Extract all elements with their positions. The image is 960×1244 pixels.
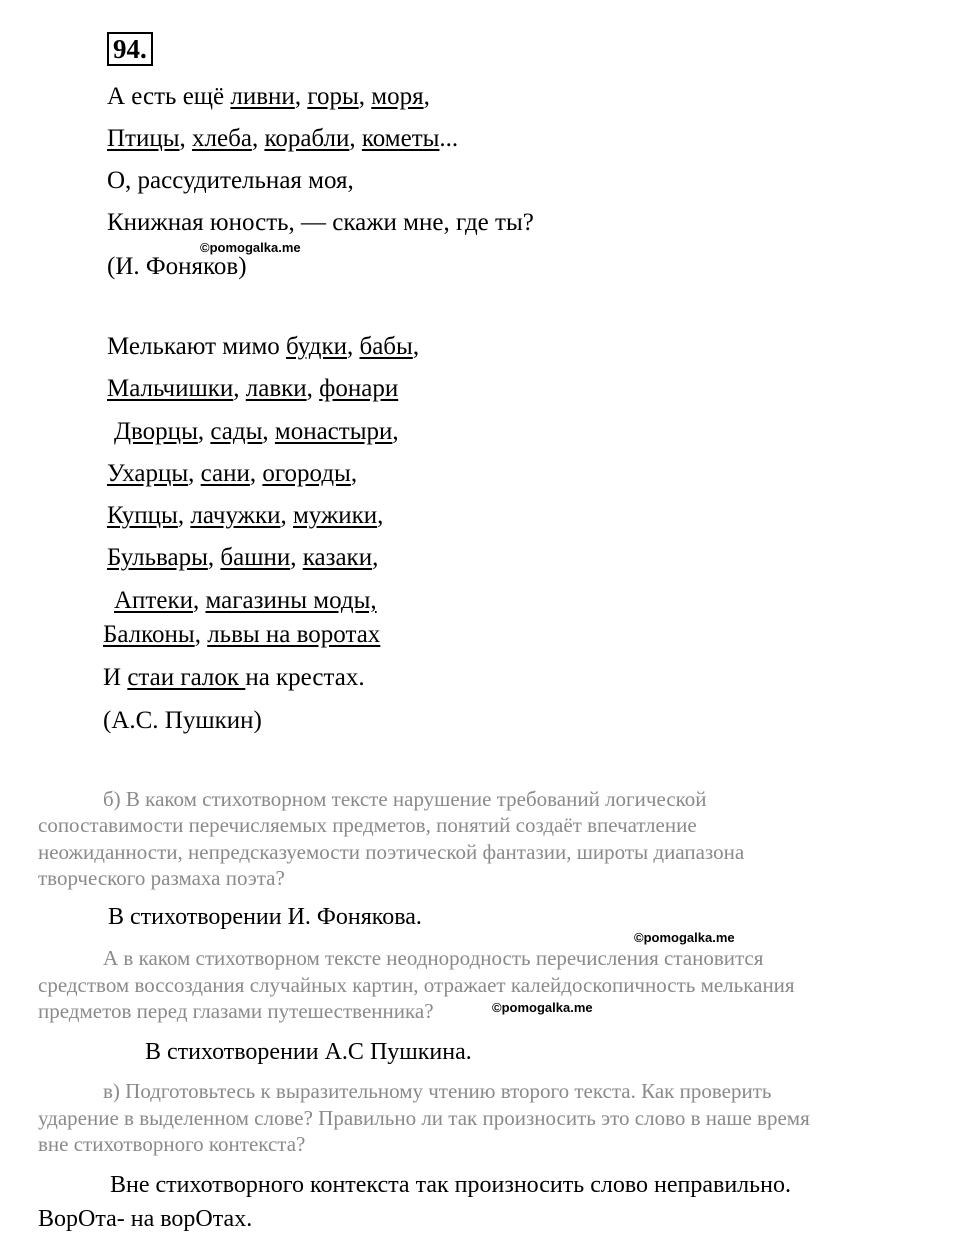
poem2-line-3: Дворцы, сады, монастыри, bbox=[114, 418, 399, 445]
poem2-line-1: Мелькают мимо будки, бабы, bbox=[107, 333, 420, 360]
poem2-line-9: И стаи галок на крестах. bbox=[103, 664, 365, 691]
question-b2-line-3: предметов перед глазами путешественника? bbox=[38, 999, 434, 1023]
poem2-author: (А.С. Пушкин) bbox=[103, 707, 262, 734]
poem2-line-5: Купцы, лачужки, мужики, bbox=[107, 502, 384, 529]
question-c-line-1: в) Подготовьтесь к выразительному чтению второго текста. Как проверить bbox=[103, 1079, 772, 1103]
poem1-line-4: Книжная юность, — скажи мне, где ты? bbox=[107, 209, 534, 236]
question-b-line-1: б) В каком стихотворном тексте нарушение требований логической bbox=[103, 787, 707, 811]
question-b2-line-2: средством воссоздания случайных картин, отражает калейдоскопичность мелькания bbox=[38, 973, 795, 997]
watermark: ©pomogalka.me bbox=[492, 1000, 593, 1015]
poem2-line-8: Балконы, львы на воротах bbox=[103, 621, 381, 648]
poem1-author: (И. Фоняков) bbox=[107, 253, 247, 280]
answer-b1: В стихотворении И. Фонякова. bbox=[108, 904, 422, 930]
poem1-line-1: А есть ещё ливни, горы, моря, bbox=[107, 83, 430, 110]
answer-c-line-1: Вне стихотворного контекста так произносить слово неправильно. bbox=[110, 1172, 791, 1198]
question-b2-line-1: А в каком стихотворном тексте неоднородность перечисления становится bbox=[103, 946, 764, 970]
exercise-number: 94. bbox=[107, 32, 153, 66]
question-b-line-4: творческого размаха поэта? bbox=[38, 866, 285, 890]
watermark: ©pomogalka.me bbox=[634, 930, 735, 945]
answer-b2: В стихотворении А.С Пушкина. bbox=[145, 1039, 472, 1065]
poem2-line-7: Аптеки, магазины моды, bbox=[114, 587, 377, 614]
poem2-line-6: Бульвары, башни, казаки, bbox=[107, 544, 379, 571]
poem2-line-4: Ухарцы, сани, огороды, bbox=[107, 460, 358, 487]
question-b-line-2: сопоставимости перечисляемых предметов, понятий создаёт впечатление bbox=[38, 813, 697, 837]
question-c-line-2: ударение в выделенном слове? Правильно ли так произносить это слово в наше время bbox=[38, 1106, 810, 1130]
poem1-line-3: О, рассудительная моя, bbox=[107, 167, 354, 194]
watermark: ©pomogalka.me bbox=[200, 240, 301, 255]
question-c-line-3: вне стихотворного контекста? bbox=[38, 1132, 306, 1156]
poem2-line-2: Мальчишки, лавки, фонари bbox=[107, 375, 399, 402]
question-b-line-3: неожиданности, непредсказуемости поэтической фантазии, широты диапазона bbox=[38, 840, 745, 864]
answer-c-line-2: ВорОта- на ворОтах. bbox=[38, 1206, 253, 1232]
poem1-line-2: Птицы, хлеба, корабли, кометы... bbox=[107, 125, 459, 152]
